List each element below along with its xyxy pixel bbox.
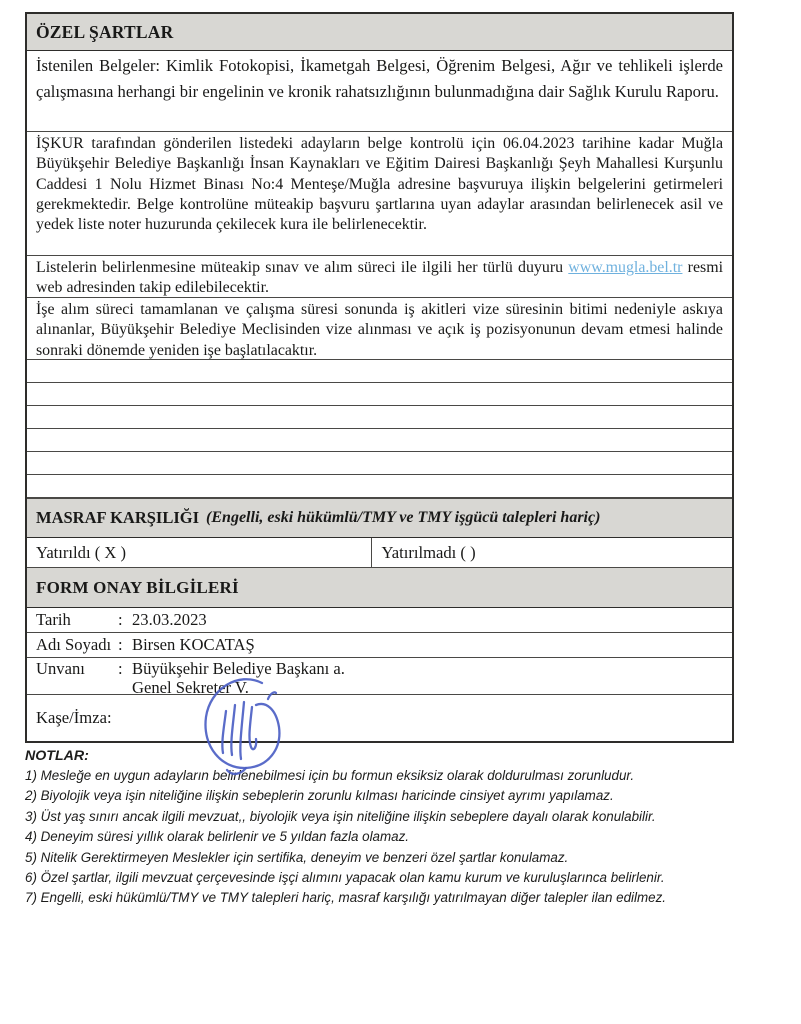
empty-row [27,406,732,429]
notes-list [25,766,773,909]
form-row-unvani [27,658,732,695]
field-label-tarih: Tarih [36,610,71,629]
unvani-line-1: Büyükşehir Belediye Başkanı a. [132,659,345,678]
section-header-masraf-karsiligi [27,498,732,538]
masraf-paid-cell [27,538,372,567]
paragraph-ise-alim [27,298,732,360]
section-title-note: (Engelli, eski hükümlü/TMY ve TMY işgücü talepleri hariç) [206,509,601,526]
section-header-ozel-sartlar [27,14,732,51]
note-item: 7) Engelli, eski hükümlü/TMY ve TMY talepleri hariç, masraf karşılığı yatırılmayan diğer talepler ilan edilmez. [25,890,667,906]
unvani-line-2: Genel Sekreter V. [132,677,249,697]
form-row-tarih [27,608,732,633]
form-row-kase-imza [27,695,732,741]
field-colon: : [118,635,123,654]
field-value-unvani [132,659,723,697]
paragraph-text-before-link: Listelerin belirlenmesine müteakip sınav ve alım süreci ile ilgili her türlü duyuru [36,259,569,276]
note-item: 2) Biyolojik veya işin niteliğine ilişkin sebeplerin zorunlu kılması haricinde cinsiyet ayrımı yapılamaz. [25,788,614,804]
form-table [25,12,734,743]
section-title: MASRAF KARŞILIĞI [36,508,200,527]
paragraph-duyuru [27,256,732,298]
notes-title: NOTLAR: [25,748,89,764]
mugla-website-link[interactable]: www.mugla.bel.tr [568,259,683,276]
field-colon: : [118,610,123,629]
empty-row [27,360,732,383]
note-item: 3) Üst yaş sınırı ancak ilgili mevzuat,, biyolojik veya işin niteliğine ilişkin sebeplere dayalı olarak konulabilir. [25,808,656,824]
masraf-paid-label: Yatırıldı ( X ) [36,542,127,562]
field-value-tarih: 23.03.2023 [132,610,207,629]
field-value-adi-soyadi: Birsen KOCATAŞ [132,635,255,654]
form-row-adi-soyadi [27,633,732,658]
field-label-adi-soyadi: Adı Soyadı [36,635,112,654]
note-item: 5) Nitelik Gerektirmeyen Meslekler için sertifika, deneyim ve benzeri özel şartlar konulamaz. [25,849,569,865]
notes-section [25,748,773,909]
note-item: 4) Deneyim süresi yıllık olarak belirlenir ve 5 yıldan fazla olamaz. [25,829,410,845]
paragraph-text-after-link: resmi web adresinden takip edilebilecektir. [36,259,723,297]
paragraph-text: İŞKUR tarafından gönderilen listedeki adayların belge kontrolü için 06.04.2023 tarihine kadar Muğla Büyükşehir Belediye Başkanlığı İnsan Kaynakları ve Eğitim Dairesi Başkanlığı Şeyh Mahallesi Kurşunlu Caddesi 1 Nolu Hizmet Binası No:4 Menteşe/Muğla adresine başvuruya ilişkin belgelerini getirmeleri gerekmektedir. Belge kontrolüne müteakip başvuru şartlarına uyan adaylar arasından belirlenecek asil ve yedek liste noter huzurunda çekilecek kura ile belirlenecektir. [36,135,723,234]
note-item: 6) Özel şartlar, ilgili mevzuat çerçevesinde işçi alımını yapacak olan kamu kurum ve kuruluşlarınca belirlenir. [25,870,665,886]
empty-row [27,383,732,406]
note-item: 1) Mesleğe en uygun adayların belirlenebilmesi için bu formun eksiksiz olarak doldurulması zorunludur. [25,768,635,783]
section-header-form-onay [27,568,732,608]
field-label-unvani: Unvanı [36,659,85,678]
paragraph-istenilen-belgeler [27,51,732,132]
field-label-kase-imza: Kaşe/İmza: [36,708,112,727]
masraf-unpaid-label: Yatırılmadı ( ) [381,542,476,562]
section-title: ÖZEL ŞARTLAR [36,21,174,42]
empty-row [27,475,732,498]
empty-row [27,452,732,475]
paragraph-iskur-basvuru [27,132,732,256]
section-title: FORM ONAY BİLGİLERİ [36,577,239,597]
paragraph-text: İşe alım süreci tamamlanan ve çalışma süresi sonunda iş akitleri vize süresinin bitimi nedeniyle askıya alınanlar, Büyükşehir Belediye Meclisinden vize alınması ve açık iş pozisyonunun devam etmesi halinde sonraki dönemde yeniden işe başlatılacaktır. [36,301,723,359]
empty-row [27,429,732,452]
masraf-status-row [27,538,732,568]
paragraph-text: İstenilen Belgeler: Kimlik Fotokopisi, İkametgah Belgesi, Öğrenim Belgesi, Ağır ve tehlikeli işlerde çalışmasına herhangi bir engelinin ve kronik rahatsızlığının bulunmadığına dair Sağlık Kurulu Raporu. [36,56,723,101]
empty-rows [27,360,732,498]
field-colon: : [118,659,123,678]
masraf-unpaid-cell [372,538,732,567]
